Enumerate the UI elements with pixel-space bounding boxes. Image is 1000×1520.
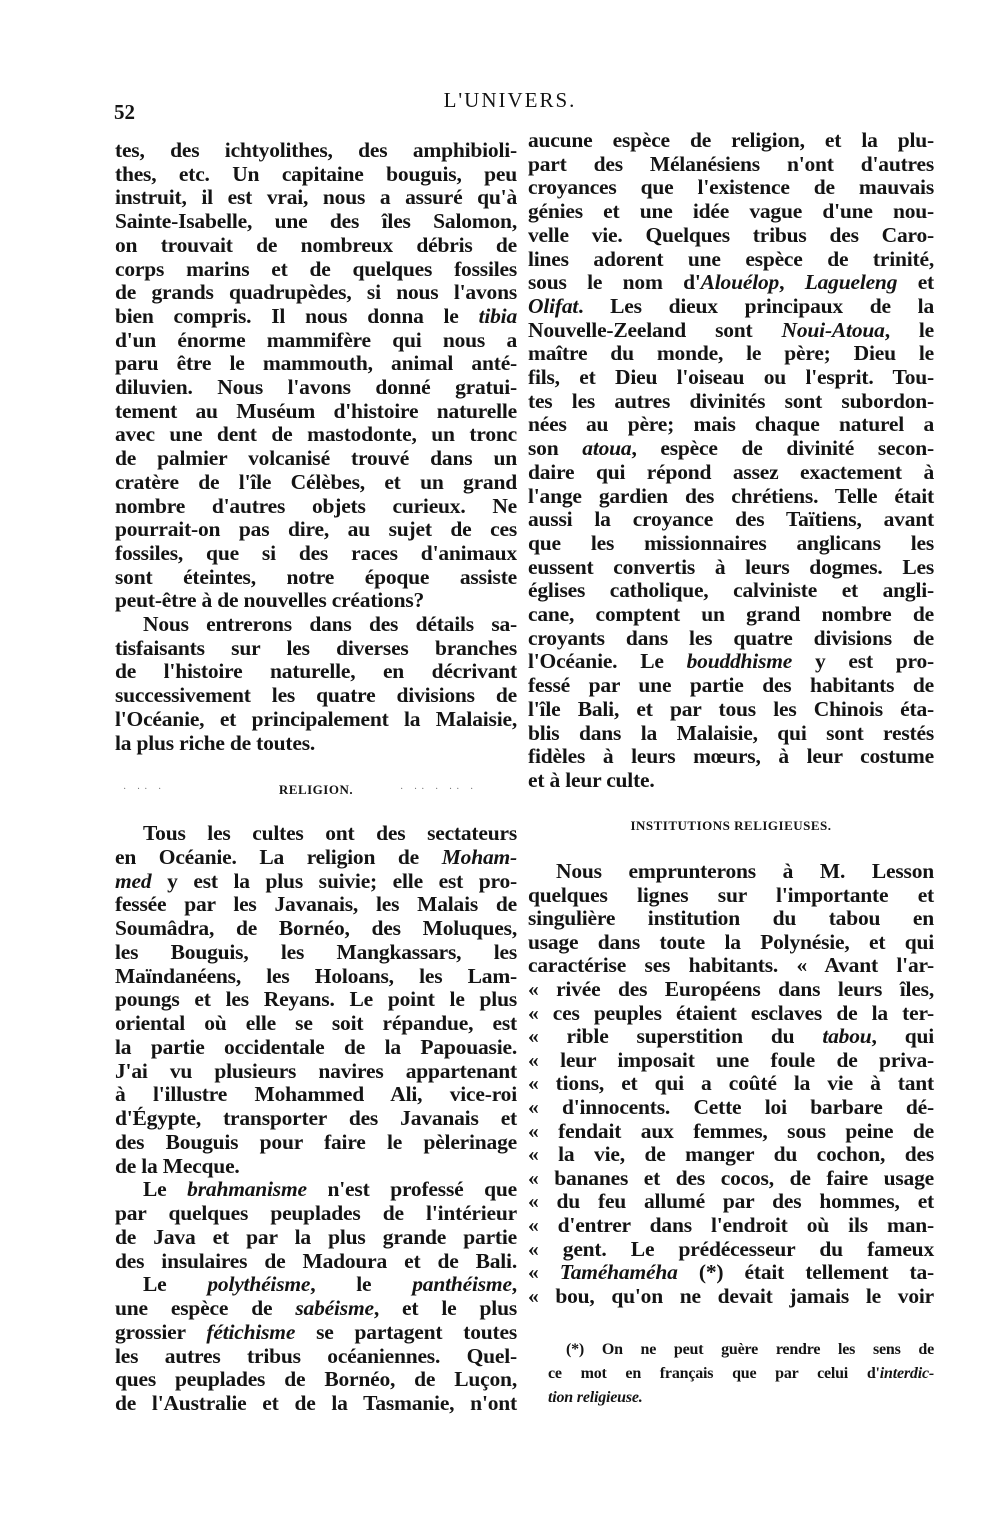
- text-line: [115, 422, 517, 446]
- text-line: [528, 1260, 934, 1284]
- text-segment: , qui: [871, 1024, 935, 1049]
- italic-text-segment: Moham-: [441, 844, 517, 869]
- text-segment: des insulaires de Madoura et de Bali.: [115, 1248, 517, 1273]
- text-line: [115, 1249, 517, 1273]
- text-segment: génies et une idée vague d'une nou-: [528, 199, 934, 224]
- text-segment: les autres tribus océaniennes. Quel-: [115, 1343, 517, 1368]
- text-segment: de l'histoire naturelle, en décrivant: [115, 659, 517, 684]
- text-line: [528, 697, 934, 721]
- text-segment: on trouvait de nombreux débris de: [115, 232, 517, 257]
- text-line: [115, 1059, 517, 1083]
- text-segment: Nous emprunterons à M. Lesson: [556, 859, 934, 883]
- text-segment: Nous entrerons dans des détails sa-: [143, 612, 517, 636]
- text-segment: (*) était tellement ta-: [677, 1260, 935, 1285]
- text-line: [115, 1391, 517, 1415]
- text-line: [528, 883, 934, 907]
- text-segment: «: [528, 1260, 560, 1285]
- text-line: [115, 304, 517, 328]
- text-line: [528, 1142, 934, 1166]
- text-line: [528, 389, 934, 413]
- text-segment: Tous les cultes ont des sectateurs: [143, 821, 517, 845]
- italic-text-segment: brahmanisme: [187, 1177, 307, 1202]
- text-segment: corps marins et de quelques fossiles: [115, 256, 517, 281]
- text-segment: « rivée des Européens dans leurs îles,: [528, 977, 934, 1001]
- text-segment: de grands quadrupèdes, si nous l'avons: [115, 280, 517, 305]
- text-line: [528, 626, 934, 650]
- text-segment: cane, comptent un grand nombre de: [528, 602, 934, 626]
- text-line: [115, 892, 517, 916]
- text-line: [528, 1024, 934, 1048]
- text-segment: fidèles à leurs mœurs, à leur costume: [528, 744, 934, 769]
- text-line: [528, 1048, 934, 1072]
- text-line: [115, 328, 517, 352]
- italic-text-segment: Taméhaméha: [559, 1260, 678, 1285]
- text-segment: l'Océanie, et principalement la Malaisie,: [115, 706, 517, 731]
- text-segment: pourrait-on pas dire, au sujet de ces: [115, 517, 517, 542]
- italic-text-segment: sabéisme: [295, 1296, 374, 1320]
- text-segment: oriental où elle se soit répandue, est: [115, 1011, 517, 1035]
- text-line: [115, 209, 517, 233]
- text-segment: par quelques peuplades de l'intérieur: [115, 1201, 517, 1225]
- text-line: [115, 1082, 517, 1106]
- text-line: [528, 341, 934, 365]
- text-segment: bien compris. Il nous donna le: [115, 303, 479, 328]
- text-segment: tisfaisants sur les diverses branches: [115, 635, 517, 660]
- text-line: [528, 1095, 934, 1119]
- text-segment: sont éteintes, notre époque assiste: [115, 564, 517, 589]
- section-heading-religion: RELIGION.: [278, 782, 354, 797]
- text-segment: de palmier volcanisé trouvé dans un: [115, 446, 517, 471]
- text-line: [528, 906, 934, 930]
- text-line: [528, 270, 934, 294]
- footnote-line: [548, 1386, 934, 1410]
- text-line: [528, 1213, 934, 1237]
- text-line: [115, 588, 517, 612]
- text-line: [115, 1296, 517, 1320]
- text-line: [528, 744, 934, 768]
- text-segment: « gent. Le prédécesseur du fameux: [528, 1236, 934, 1261]
- text-segment: part des Mélanésiens n'ont d'autres: [528, 151, 934, 176]
- text-segment: « bananes et des cocos, de faire usage: [528, 1165, 934, 1190]
- text-segment: et à leur culte.: [528, 767, 655, 792]
- text-line: [528, 152, 934, 176]
- text-segment: tement au Muséum d'histoire naturelle: [115, 398, 517, 423]
- text-segment: y est la plus suivie; elle est pro-: [151, 868, 517, 893]
- text-line: [528, 484, 934, 508]
- text-segment: Nouvelle-Zeeland sont: [528, 317, 782, 342]
- ornament-specks: · ·· · ·· ·: [400, 784, 478, 795]
- text-segment: lines adorent une espèce de trinité,: [528, 246, 934, 271]
- text-segment: croyances que l'existence de mauvais: [528, 175, 934, 200]
- footnote-line: [548, 1362, 934, 1386]
- text-line: [115, 233, 517, 257]
- italic-text-segment: med: [115, 868, 152, 893]
- text-segment: « d'innocents. Cette loi barbare dé-: [528, 1095, 934, 1119]
- text-segment: Sainte-Isabelle, une des îles Salomon,: [115, 209, 517, 234]
- text-segment: une espèce de: [115, 1296, 296, 1320]
- text-line: [115, 494, 517, 518]
- text-line: [115, 375, 517, 399]
- italic-text-segment: Alouélop: [700, 270, 780, 295]
- text-line: [115, 731, 517, 755]
- text-segment: Le: [143, 1272, 208, 1297]
- text-line: [115, 1344, 517, 1368]
- text-line: [115, 399, 517, 423]
- text-segment: blis dans la Malaisie, qui sont restés: [528, 720, 934, 745]
- text-segment: . Les dieux principaux de la: [578, 293, 934, 318]
- text-line: [528, 247, 934, 271]
- text-segment: aucune espèce de religion, et la plu-: [528, 128, 934, 152]
- text-segment: quelques lignes sur l'importante et: [528, 882, 934, 907]
- text-line: [115, 707, 517, 731]
- text-segment: , le: [884, 317, 935, 342]
- text-segment: ques peuplades de Bornéo, de Luçon,: [115, 1367, 517, 1392]
- text-segment: la partie occidentale de la Papouasie.: [115, 1034, 517, 1059]
- text-line: [528, 1189, 934, 1213]
- text-line: [115, 916, 517, 940]
- text-segment: ,: [779, 270, 805, 295]
- text-line: [115, 636, 517, 660]
- text-segment: usage dans toute la Polynésie, et qui: [528, 929, 934, 954]
- text-segment: Maïndanéens, les Holoans, les Lam-: [115, 963, 517, 988]
- text-segment: « tions, et qui a coûté la vie à tant: [528, 1071, 934, 1096]
- text-segment: nées au père; mais chaque naturel a: [528, 412, 934, 437]
- italic-text-segment: tion religieuse.: [548, 1389, 643, 1406]
- italic-text-segment: tabou: [822, 1024, 872, 1049]
- text-segment: aussi la croyance des Taïtiens, avant: [528, 507, 934, 532]
- italic-text-segment: fétichisme: [206, 1319, 296, 1344]
- text-line: [528, 977, 934, 1001]
- text-segment: , le: [310, 1272, 413, 1297]
- text-line: [115, 1130, 517, 1154]
- text-segment: croyants dans les quatre divisions de: [528, 625, 934, 650]
- text-line: [528, 412, 934, 436]
- text-segment: de l'Australie et de la Tasmanie, n'ont: [115, 1391, 517, 1415]
- text-segment: fossiles, que si des races d'animaux: [115, 540, 517, 565]
- text-segment: daire qui répond assez exactement à: [528, 459, 934, 484]
- text-line: [115, 138, 517, 162]
- text-line: [528, 953, 934, 977]
- text-line: [528, 1166, 934, 1190]
- text-segment: fils, et Dieu l'oiseau ou l'esprit. Tou-: [528, 365, 934, 389]
- text-line: [115, 964, 517, 988]
- page-number: 52: [114, 100, 135, 124]
- italic-text-segment: Olifat: [528, 293, 579, 318]
- text-line: [528, 1237, 934, 1261]
- text-segment: à l'illustre Mohammed Ali, vice-roi: [115, 1082, 517, 1107]
- text-line: [115, 1225, 517, 1249]
- text-segment: d'Égypte, transporter des Javanais et: [115, 1106, 517, 1130]
- text-segment: caractérise ses habitants. « Avant l'ar-: [528, 953, 934, 978]
- text-segment: fessée par les Javanais, les Malais de: [115, 892, 517, 917]
- text-line: [528, 365, 934, 389]
- italic-text-segment: bouddhisme: [686, 649, 793, 674]
- text-line: [528, 175, 934, 199]
- text-segment: et: [897, 270, 934, 295]
- text-line: [115, 1106, 517, 1130]
- text-segment: thes, etc. Un capitaine bouguis, peu: [115, 161, 517, 186]
- text-segment: n'est professé que: [306, 1177, 517, 1202]
- text-segment: que les missionnaires anglicans les: [528, 530, 934, 555]
- text-segment: l'île Bali, et par tous les Chinois éta-: [528, 696, 934, 721]
- text-line: [528, 578, 934, 602]
- text-line: [528, 294, 934, 318]
- text-line: [528, 128, 934, 152]
- text-segment: « fendait aux femmes, sous peine de: [528, 1118, 934, 1143]
- text-segment: eussent convertis à leurs dogmes. Les: [528, 554, 934, 579]
- text-segment: y est pro-: [792, 649, 934, 674]
- text-line: [115, 1272, 517, 1296]
- text-segment: « rible superstition du: [528, 1024, 823, 1049]
- text-line: [115, 845, 517, 869]
- text-segment: paru être le mammouth, animal anté-: [115, 351, 517, 376]
- ornament-specks: · ·· ·: [123, 784, 166, 795]
- text-line: [115, 185, 517, 209]
- text-segment: « d'entrer dans l'endroit où ils man-: [528, 1213, 934, 1237]
- text-line: [528, 930, 934, 954]
- text-segment: avec une dent de mastodonte, un tronc: [115, 422, 517, 447]
- text-line: [528, 555, 934, 579]
- text-segment: de Java et par la plus grande partie: [115, 1224, 517, 1249]
- text-segment: ,: [511, 1272, 517, 1297]
- text-segment: « du feu allumé par des hommes, et: [528, 1189, 934, 1214]
- text-line: [115, 659, 517, 683]
- text-segment: grossier: [115, 1319, 207, 1344]
- text-segment: diluvien. Nous l'avons donné gratui-: [115, 375, 517, 399]
- text-line: [528, 199, 934, 223]
- text-line: [115, 869, 517, 893]
- text-segment: fessé par une partie des habitants de: [528, 673, 934, 698]
- text-line: [115, 1154, 517, 1178]
- text-segment: cratère de l'île Célèbes, et un grand: [115, 469, 517, 494]
- text-line: [115, 351, 517, 375]
- text-segment: « ces peuples étaient esclaves de la ter-: [528, 1000, 934, 1025]
- text-line: [528, 1284, 934, 1308]
- italic-text-segment: tibia: [478, 303, 517, 328]
- text-line: [528, 436, 934, 460]
- text-segment: « la vie, de manger du cochon, des: [528, 1142, 934, 1167]
- text-segment: peut-être à de nouvelles créations?: [115, 588, 425, 613]
- text-line: [528, 1001, 934, 1025]
- text-segment: des Bouguis pour faire le pèlerinage: [115, 1129, 517, 1154]
- text-line: [528, 531, 934, 555]
- text-line: [528, 223, 934, 247]
- running-title: L'UNIVERS.: [443, 88, 577, 112]
- text-segment: tes les autres divinités sont subordon-: [528, 388, 934, 413]
- text-line: [528, 859, 934, 883]
- text-segment: maître du monde, le père; Dieu le: [528, 341, 934, 366]
- text-line: [528, 673, 934, 697]
- text-line: [528, 602, 934, 626]
- text-segment: , espèce de divinité secon-: [631, 436, 934, 461]
- text-segment: en Océanie. La religion de: [115, 844, 442, 869]
- italic-text-segment: polythéisme: [207, 1272, 311, 1297]
- text-segment: « leur imposait une foule de priva-: [528, 1047, 934, 1072]
- text-segment: nombre d'autres objets curieux. Ne: [115, 493, 517, 518]
- text-line: [115, 940, 517, 964]
- text-line: [115, 257, 517, 281]
- footnote-line: [548, 1338, 934, 1362]
- text-segment: la plus riche de toutes.: [115, 730, 316, 755]
- italic-text-segment: panthéisme: [412, 1272, 512, 1297]
- text-segment: églises catholique, calviniste et angli-: [528, 578, 934, 603]
- text-line: [115, 1367, 517, 1391]
- text-segment: (*) On ne peut guère rendre les sens de: [566, 1341, 934, 1358]
- text-line: [115, 162, 517, 186]
- text-line: [115, 1035, 517, 1059]
- text-line: [528, 1119, 934, 1143]
- text-segment: singulière institution du tabou en: [528, 906, 934, 931]
- section-heading-institutions: INSTITUTIONS RELIGIEUSES.: [630, 818, 832, 833]
- text-line: [528, 721, 934, 745]
- text-line: [528, 768, 934, 792]
- text-line: [115, 821, 517, 845]
- text-line: [115, 987, 517, 1011]
- text-segment: l'Océanie. Le: [528, 649, 687, 674]
- text-line: [115, 565, 517, 589]
- text-line: [115, 517, 517, 541]
- text-line: [115, 1201, 517, 1225]
- text-segment: J'ai vu plusieurs navires appartenant: [115, 1058, 517, 1083]
- text-line: [115, 446, 517, 470]
- text-segment: Soumâdra, de Bornéo, des Moluques,: [115, 916, 517, 940]
- text-line: [115, 612, 517, 636]
- text-segment: tes, des ichtyolithes, des amphibioli-: [115, 138, 517, 162]
- text-segment: de la Mecque.: [115, 1153, 240, 1178]
- text-segment: successivement les quatre divisions de: [115, 683, 517, 708]
- text-line: [528, 649, 934, 673]
- text-line: [115, 541, 517, 565]
- text-line: [115, 1320, 517, 1344]
- text-segment: se partagent toutes: [295, 1319, 517, 1344]
- text-segment: l'ange gardien des chrétiens. Telle était: [528, 483, 934, 508]
- text-line: [528, 507, 934, 531]
- text-line: [115, 470, 517, 494]
- text-line: [115, 280, 517, 304]
- italic-text-segment: interdic-: [879, 1365, 934, 1382]
- left-column: [115, 0, 517, 1520]
- italic-text-segment: Noui-Atoua: [781, 317, 885, 342]
- text-line: [115, 1011, 517, 1035]
- text-line: [528, 318, 934, 342]
- text-segment: poungs et les Reyans. Le point le plus: [115, 987, 517, 1012]
- text-segment: , et le plus: [373, 1296, 517, 1320]
- text-line: [115, 1177, 517, 1201]
- text-segment: velle vie. Quelques tribus des Caro-: [528, 222, 934, 247]
- italic-text-segment: atoua: [582, 436, 632, 461]
- text-segment: les Bouguis, les Mangkassars, les: [115, 939, 517, 964]
- text-segment: sous le nom d': [528, 270, 701, 295]
- text-segment: ce mot en français que par celui d': [548, 1365, 880, 1382]
- text-segment: Le: [143, 1177, 188, 1202]
- text-segment: « bou, qu'on ne devait jamais le voir: [528, 1283, 934, 1308]
- text-line: [115, 683, 517, 707]
- text-line: [528, 460, 934, 484]
- text-segment: d'un énorme mammifère qui nous a: [115, 327, 517, 352]
- right-column: [528, 0, 934, 1520]
- text-segment: instruit, il est vrai, nous a assuré qu'à: [115, 185, 517, 210]
- italic-text-segment: Lagueleng: [804, 270, 898, 295]
- text-segment: son: [528, 436, 583, 461]
- text-line: [528, 1071, 934, 1095]
